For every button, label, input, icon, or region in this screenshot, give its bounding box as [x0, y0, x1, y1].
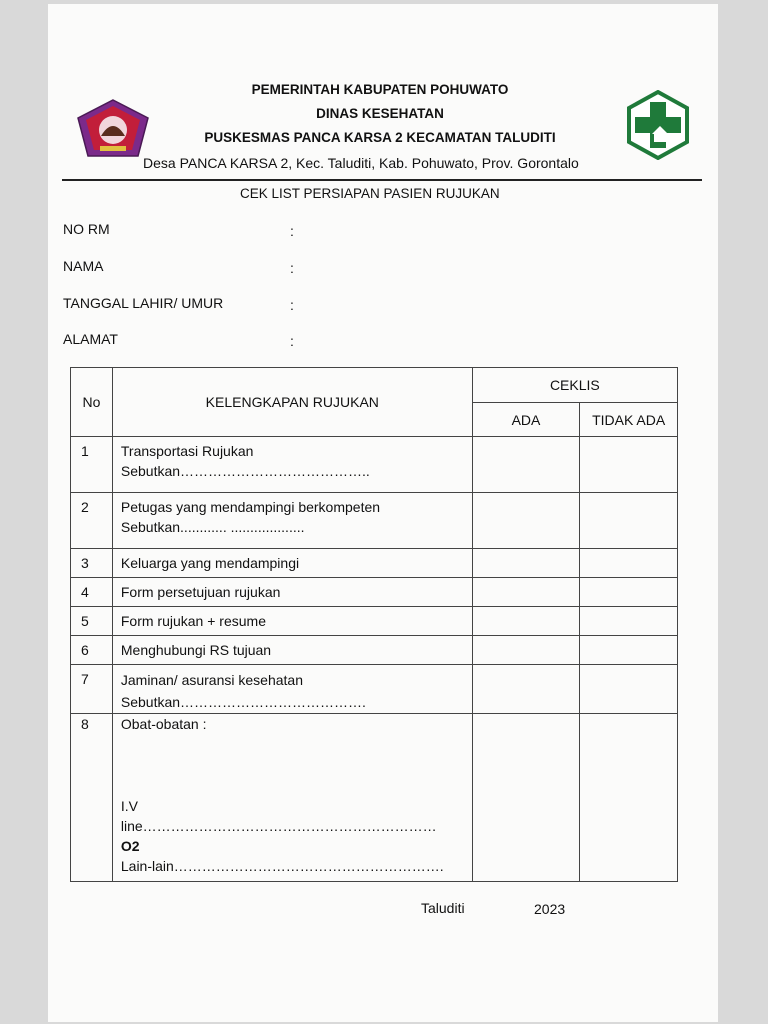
- row-item: [112, 493, 472, 549]
- field-colon: :: [290, 260, 294, 276]
- header-divider: [62, 179, 702, 181]
- puskesmas-logo: [626, 90, 690, 160]
- row-item-text: Menghubungi RS tujuan: [112, 636, 472, 665]
- check-ada-cell[interactable]: [472, 607, 580, 636]
- check-tidak-ada-cell[interactable]: [580, 714, 678, 882]
- row-item-text: Transportasi Rujukan: [120, 443, 254, 459]
- check-tidak-ada-cell[interactable]: [580, 636, 678, 665]
- row-item: [112, 437, 472, 493]
- check-ada-cell[interactable]: [472, 493, 580, 549]
- header-ada: ADA: [472, 403, 580, 437]
- field-label-alamat: ALAMAT: [63, 331, 118, 347]
- table-row: [71, 437, 678, 493]
- table-row: [71, 607, 678, 636]
- footer-place: Taluditi: [421, 900, 465, 916]
- row-item-text: Petugas yang mendampingi berkompeten: [120, 499, 381, 515]
- check-tidak-ada-cell[interactable]: [580, 665, 678, 714]
- row-item-iv-line: line………………………………………………………: [120, 818, 437, 834]
- check-ada-cell[interactable]: [472, 714, 580, 882]
- footer-year: 2023: [534, 901, 566, 917]
- field-colon: :: [290, 333, 294, 349]
- field-label-nama: NAMA: [63, 258, 104, 274]
- table-row: [71, 493, 678, 549]
- row-number: 8: [71, 714, 113, 882]
- check-ada-cell[interactable]: [472, 665, 580, 714]
- regency-emblem-logo: [76, 98, 150, 158]
- row-item-iv: I.V: [120, 798, 138, 814]
- row-item-text: Obat-obatan :: [120, 716, 207, 732]
- row-number: 3: [71, 549, 113, 578]
- field-colon: :: [290, 223, 294, 239]
- row-item-lain: Lain-lain………………………………………………….: [120, 858, 444, 874]
- field-colon: :: [290, 297, 294, 313]
- checklist-table: [70, 367, 678, 882]
- field-label-tanggal-lahir: TANGGAL LAHIR/ UMUR: [63, 295, 224, 311]
- header-tidak-ada: TIDAK ADA: [580, 403, 678, 437]
- header-ceklis: CEKLIS: [472, 368, 677, 403]
- check-ada-cell[interactable]: [472, 549, 580, 578]
- row-item-text: Form rujukan + resume: [112, 607, 472, 636]
- check-ada-cell[interactable]: [472, 437, 580, 493]
- header-no: No: [71, 368, 113, 437]
- row-spacer: [121, 734, 472, 796]
- row-item-o2: O2: [120, 838, 140, 854]
- row-number: 5: [71, 607, 113, 636]
- row-item-text: Keluarga yang mendampingi: [112, 549, 472, 578]
- form-title: CEK LIST PERSIAPAN PASIEN RUJUKAN: [240, 186, 500, 201]
- row-item-detail: Sebutkan…………………………………..: [120, 463, 370, 479]
- row-number: 6: [71, 636, 113, 665]
- row-item-detail: Sebutkan............ ...................: [120, 519, 305, 535]
- field-label-no-rm: NO RM: [63, 221, 110, 237]
- header-government: PEMERINTAH KABUPATEN POHUWATO: [251, 82, 509, 97]
- table-row: [71, 636, 678, 665]
- check-tidak-ada-cell[interactable]: [580, 437, 678, 493]
- check-tidak-ada-cell[interactable]: [580, 549, 678, 578]
- row-item-detail: Sebutkan………………………………….: [120, 694, 366, 710]
- table-row: [71, 665, 678, 714]
- header-puskesmas: PUSKESMAS PANCA KARSA 2 KECAMATAN TALUDITI: [204, 130, 556, 145]
- table-row: [71, 578, 678, 607]
- check-tidak-ada-cell[interactable]: [580, 493, 678, 549]
- header-kelengkapan: KELENGKAPAN RUJUKAN: [112, 368, 472, 437]
- check-tidak-ada-cell[interactable]: [580, 607, 678, 636]
- header-department: DINAS KESEHATAN: [316, 106, 444, 121]
- row-number: 7: [71, 665, 113, 714]
- check-ada-cell[interactable]: [472, 578, 580, 607]
- row-number: 1: [71, 437, 113, 493]
- row-number: 4: [71, 578, 113, 607]
- row-item: [112, 665, 472, 714]
- row-item-text: Jaminan/ asuransi kesehatan: [120, 672, 303, 688]
- row-number: 2: [71, 493, 113, 549]
- check-ada-cell[interactable]: [472, 636, 580, 665]
- table-row: [71, 549, 678, 578]
- check-tidak-ada-cell[interactable]: [580, 578, 678, 607]
- table-row: [71, 714, 678, 882]
- row-item-text: Form persetujuan rujukan: [112, 578, 472, 607]
- row-item: [112, 714, 472, 882]
- header-address: Desa PANCA KARSA 2, Kec. Taluditi, Kab. Pohuwato, Prov. Gorontalo: [143, 155, 579, 171]
